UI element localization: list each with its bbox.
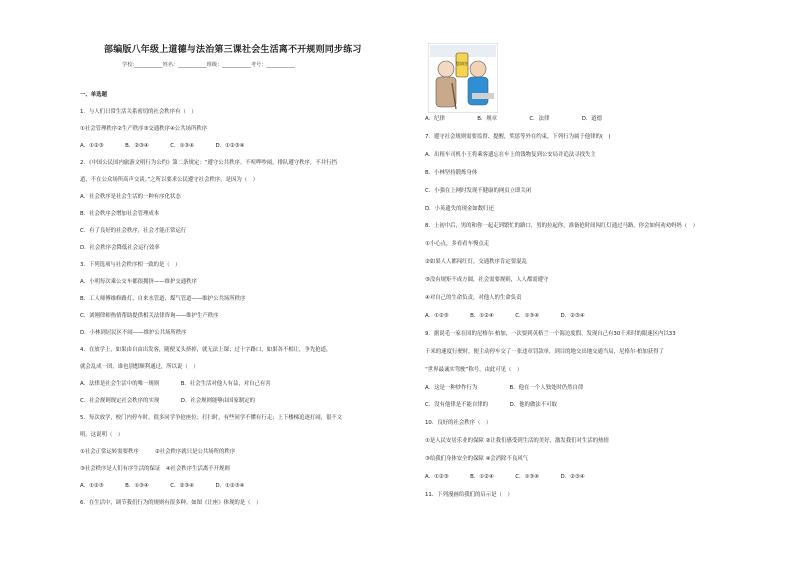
question-line: 8．上初中后，男的和你一起走到繁忙的路口，男的拉起你，准备抢时间闯红灯通过马路。你会如何劝劝妈妈（ ）	[425, 223, 698, 230]
question-line: D．小英遗失的现金如数归还	[425, 205, 494, 212]
question-line: 9．据说毛一家在国的尼格尔·柏加，一次要到英格兰一个海边度假，发现自己有30千米时的限速区内以33	[425, 330, 676, 337]
question-line: 1．与人们日常生活关系密切的社会秩序有（ ）	[80, 109, 197, 115]
cartoon-image	[428, 43, 498, 113]
question-line: C．小强在上网时发现不健康的网页立即关闭	[425, 187, 532, 194]
question-line: C．社会规则规定社会秩序的实现 D．社会规则能够由国家制定的	[80, 398, 256, 404]
question-line: ①社会正常运转需要秩序 ②社会秩序就只是公共场所的秩序	[80, 449, 236, 455]
question-line: 7．遵守社会规则需要监督、提醒，奖惩等外在约束，下列行为属于他律的( )	[425, 133, 611, 140]
section-heading: 一、单选题	[80, 92, 107, 98]
question-line: 5．每次放学，校门内停车时，很多同学争抢座位；打扫时，有些同学不懂有行走；上下楼梯追逐打闹，很不文	[80, 415, 343, 421]
question-line: 就会乱成一团，谁也别想顺利通过，所以说（ ）	[80, 364, 199, 370]
question-line: 道，不在公众场所高声交谈。”之所以要求公民遵守社会秩序，是因为（ ）	[80, 177, 258, 183]
question-line: ②如果人人都闯红灯，交通秩序肯定要混乱	[425, 259, 527, 266]
question-line: 2．《中国公民国内旅游文明行为公约》第二条规定：“遵守公共秩序。不喧哗吵闹，排队遵守秩序，不并行挡	[80, 160, 337, 166]
question-line: A．纪律 B．规章 C．法律 D．道德	[425, 116, 603, 122]
question-line: ①是人民安居乐业的保障 ②让我们感受到生活的美好，激发我们对生活的热情	[425, 438, 609, 445]
question-line: A．这是一种炒作行为 B．他在一个人独处时仍然自律	[425, 384, 584, 391]
question-line: A．①②③ B．②③④ C．①③④ D．①②③④	[80, 143, 245, 149]
question-line: 4．在放学上，如果由自由出发客，随便叉头挤掉，就无法上课；过十字路口，如果各不相让，争先抢道，	[80, 347, 332, 353]
question-line: A．社会秩序是社会生活的一种有序化状态	[80, 194, 181, 200]
question-line: ③给我们身体安全的保障 ④会消除不良风气	[425, 456, 529, 463]
question-line: A．①②③ B．①②④ C．①③④ D．②③④	[425, 312, 585, 319]
question-line: 千米的速度行驶时，便主动停车交了一张违章罚款单，到目的地交出地交通当局，尼格尔·柏加获得了	[425, 348, 664, 355]
question-line: A．出租车司机小王将乘客遗忘在车上的钱物复到公安局并追法寻找失主	[425, 151, 596, 158]
question-line: B．小林坚持锻炼身体	[425, 169, 478, 176]
page-title: 部编版八年级上道德与法治第三课社会生活离不开规则同步练习	[104, 45, 362, 55]
question-line: ①小心点，多看看车慢点走	[425, 241, 490, 248]
question-line: C．刘刚律师热情帮助提供相关法律咨询——维护生产秩序	[80, 313, 219, 319]
question-line: A．①②③ B．①②④ C．①③④ D．②③④	[425, 474, 585, 480]
question-line: D．小林到居民区不闹——维护公共场所秩序	[80, 330, 187, 336]
question-line: ③社会秩序是人们有序生活的保证 ④社会秩序生活离不开规则	[80, 466, 230, 472]
question-line: ④对自己的生命负责，对他人的生命负责	[425, 295, 522, 301]
question-line: B．社会秩序会增加社会管理成本	[80, 211, 160, 217]
question-line: 10．良好的社会秩序（ ）	[425, 420, 492, 427]
question-line: “世界最诚实驾驶”称号，由此可见（ ）	[425, 366, 523, 373]
question-line: B．工人师傅维修路灯、自来水管道、煤气管道——维护公共场所秩序	[80, 296, 246, 302]
question-line: 11．下列漫画给我们的启示是（ ）	[425, 491, 513, 498]
question-line: C．有了良好的社会秩序，社会才能正常运行	[80, 228, 187, 234]
question-line: ①社会管理秩序②生产秩序③交通秩序④公共场所秩序	[80, 126, 208, 132]
question-line: C．没有他律是不能自律的 D．他的做法不可取	[425, 402, 557, 409]
question-line: A．小明每次乘公交车都很拥挤——维护交通秩序	[80, 279, 197, 285]
question-line: 3．下列选项与社会秩序相一致的是（ ）	[80, 262, 181, 268]
question-line: 6．在生活中，调节我们行为的规则有很多种。如图《让座》体现的是（ ）	[80, 500, 262, 506]
student-info-line: 学校:___________姓名：___________班级：___________考号：___________	[122, 62, 295, 68]
question-line: ③没有规矩不成方圆，社会需要规则，人人都需遵守	[425, 277, 549, 284]
question-line: A．①②③ B．①③④ C．②③④ D．①②③④	[80, 483, 245, 489]
question-line: A．法律是社会生活中的唯一规则 B．社会生活对他人有益，对自己有害	[80, 381, 271, 387]
question-line: D．社会秩序会降低社会运行效率	[80, 245, 160, 251]
question-line: 明。这说明（ ）	[80, 432, 124, 438]
sign-text: 您请坐	[456, 61, 468, 66]
